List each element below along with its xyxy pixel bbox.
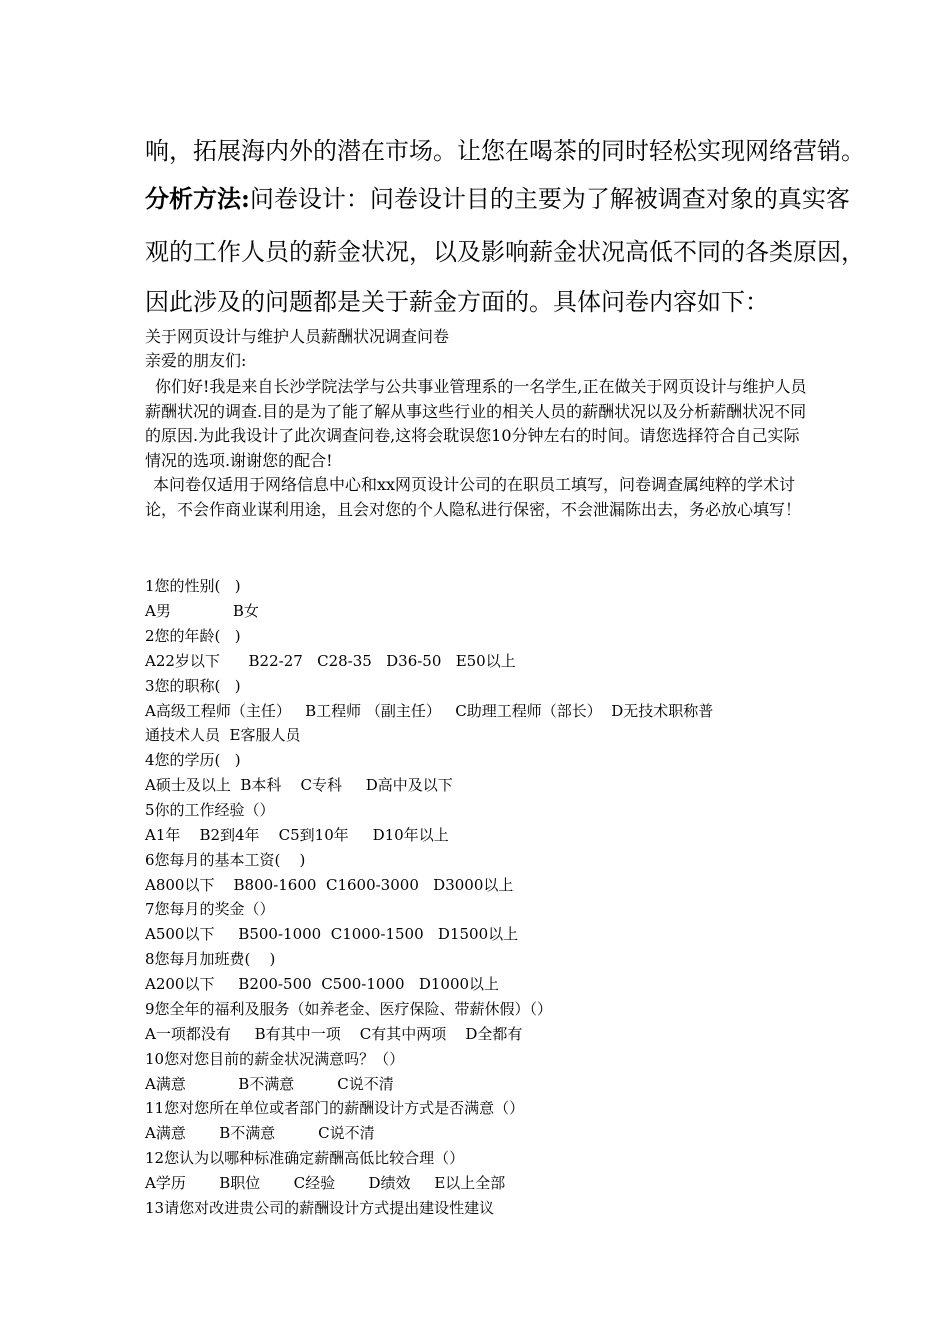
question-2-options: A22岁以下 B22-27 C28-35 D36-50 E50以上 [145, 652, 516, 670]
question-13: 13请您对改进贵公司的薪酬设计方式提出建设性建议 [145, 1199, 495, 1217]
question-7: 7您每月的奖金（） [145, 900, 275, 918]
survey-intro-paragraph-1: 你们好!我是来自长沙学院法学与公共事业管理系的一名学生,正在做关于网页设计与维护人员薪酬状况的调查.目的是为了能了解从事这些行业的相关人员的薪酬状况以及分析薪酬状况不同的原因.为此我设计了此次调查问卷,这将会耽误您10分钟左右的时间。请您选择符合自己实际情况的选项.谢谢您的配合! [145, 377, 807, 470]
survey-intro-paragraph-2: 本问卷仅适用于网络信息中心和xx网页设计公司的在职员工填写，问卷调查属纯粹的学术讨论，不会作商业谋利用途，且会对您的个人隐私进行保密，不会泄漏陈出去，务必放心填写！ [145, 475, 802, 519]
question-1: 1您的性别( ) [145, 577, 241, 595]
question-3: 3您的职称( ) [145, 677, 241, 695]
question-4-options: A硕士及以上 B本科 C专科 D高中及以下 [145, 776, 453, 794]
question-8-options: A200以下 B200-500 C500-1000 D1000以上 [145, 975, 500, 993]
method-paragraph-line-3: 因此涉及的问题都是关于薪金方面的。具体问卷内容如下： [145, 288, 769, 316]
question-5: 5你的工作经验（） [145, 801, 275, 819]
survey-greeting: 亲爱的朋友们: [145, 351, 247, 370]
question-10-options: A满意 B不满意 C说不清 [145, 1075, 394, 1093]
question-12-options: A学历 B职位 C经验 D绩效 E以上全部 [145, 1174, 506, 1192]
question-6-options: A800以下 B800-1600 C1600-3000 D3000以上 [145, 876, 514, 894]
method-paragraph-line-1 [145, 183, 850, 215]
question-6: 6您每月的基本工资( ) [145, 851, 306, 869]
method-paragraph-line-2: 观的工作人员的薪金状况，以及影响薪金状况高低不同的各类原因， [145, 238, 865, 266]
question-9: 9您全年的福利及服务（如养老金、医疗保险、带薪休假）（） [145, 1000, 553, 1018]
question-10: 10您对您目前的薪金状况满意吗？（） [145, 1050, 405, 1068]
question-7-options: A500以下 B500-1000 C1000-1500 D1500以上 [145, 925, 519, 943]
body-line-1: 响，拓展海内外的潜在市场。让您在喝茶的同时轻松实现网络营销。 [145, 137, 865, 165]
question-1-options: A男 B女 [145, 602, 259, 620]
question-11-options: A满意 B不满意 C说不清 [145, 1124, 375, 1142]
question-2: 2您的年龄( ) [145, 627, 241, 645]
question-8: 8您每月加班费( ) [145, 950, 276, 968]
method-label: 分析方法: [145, 184, 250, 213]
question-5-options: A1年 B2到4年 C5到10年 D10年以上 [145, 826, 449, 844]
question-9-options: A一项都没有 B有其中一项 C有其中两项 D全都有 [145, 1025, 523, 1043]
survey-intro [145, 375, 810, 522]
question-11: 11您对您所在单位或者部门的薪酬设计方式是否满意（） [145, 1099, 525, 1117]
question-4: 4您的学历( ) [145, 751, 241, 769]
question-12: 12您认为以哪种标准确定薪酬高低比较合理（） [145, 1149, 465, 1167]
method-text-1: 问卷设计：问卷设计目的主要为了解被调查对象的真实客 [249, 185, 850, 213]
question-3-options: A高级工程师（主任） B工程师 （副主任） C助理工程师（部长） D无技术职称普 [145, 702, 714, 720]
question-3-options-cont: 通技术人员 E客服人员 [145, 726, 301, 744]
survey-title: 关于网页设计与维护人员薪酬状况调查问卷 [145, 327, 450, 346]
